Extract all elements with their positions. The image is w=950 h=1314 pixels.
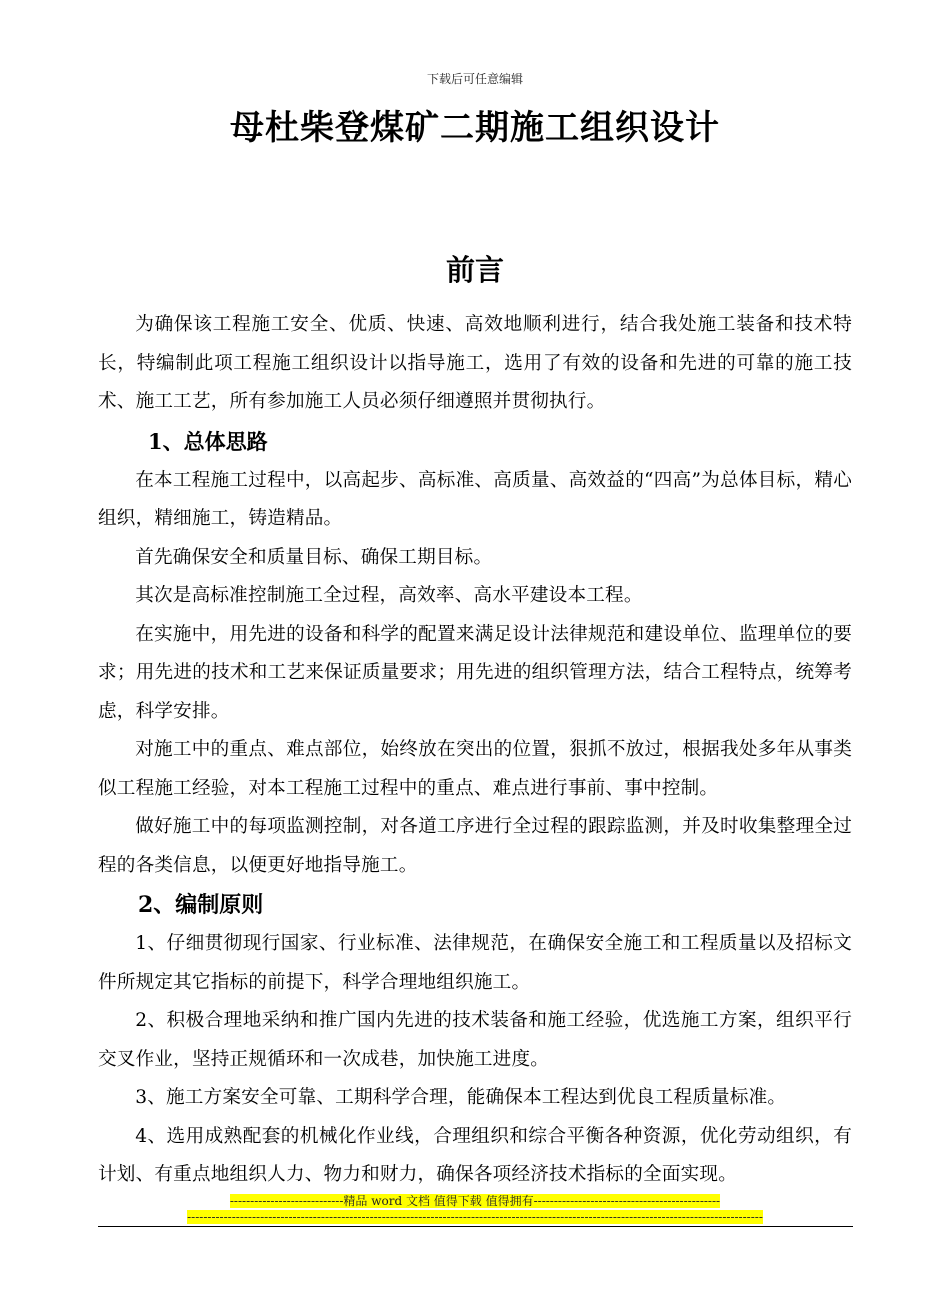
footer-rule: [98, 1226, 853, 1227]
footer-banner-dashes: ----------------------------------------------------------------------------------------------------------------------------------------------: [187, 1210, 763, 1224]
section-2-paragraph: 4、选用成熟配套的机械化作业线，合理组织和综合平衡各种资源，优化劳动组织，有计划、有重点地组织人力、物力和财力，确保各项经济技术指标的全面实现。: [98, 1125, 852, 1185]
header-note: 下载后可任意编辑: [426, 72, 523, 86]
section-1-paragraph: 做好施工中的每项监测控制，对各道工序进行全过程的跟踪监测，并及时收集整理全过程的各类信息，以便更好地指导施工。: [98, 816, 852, 876]
preface-paragraph: 为确保该工程施工安全、优质、快速、高效地顺利进行，结合我处施工装备和技术特长，特编制此项工程施工组织设计以指导施工，选用了有效的设备和先进的可靠的施工技术、施工工艺，所有参加施工人员必须仔细遵照并贯彻执行。: [98, 314, 852, 412]
preface-heading: 前言: [445, 253, 504, 287]
section-2-paragraph: 1、仔细贯彻现行国家、行业标准、法律规范，在确保安全施工和工程质量以及招标文件所规定其它指标的前提下，科学合理地组织施工。: [98, 933, 852, 993]
footer-banner-text: ----------------------------精品 word 文档 值得下载 值得拥有----------------------------------------------: [229, 1194, 721, 1208]
footer-banner: [0, 1209, 950, 1225]
section-2-paragraph: 2、积极合理地采纳和推广国内先进的技术装备和施工经验，优选施工方案，组织平行交叉作业，坚持正规循环和一次成巷，加快施工进度。: [98, 1010, 852, 1070]
footer-banner: [0, 1193, 950, 1209]
section-1-paragraph: 首先确保安全和质量目标、确保工期目标。: [135, 546, 493, 568]
section-1-heading: 1、总体思路: [148, 428, 268, 454]
section-1-paragraph: 其次是高标准控制施工全过程，高效率、高水平建设本工程。: [135, 585, 643, 606]
document-title: 母杜柴登煤矿二期施工组织设计: [230, 108, 720, 148]
section-1-paragraph: 在实施中，用先进的设备和科学的配置来满足设计法律规范和建设单位、监理单位的要求；用先进的技术和工艺来保证质量要求；用先进的组织管理方法，结合工程特点，统筹考虑，科学安排。: [98, 623, 852, 722]
section-1-paragraph: 对施工中的重点、难点部位，始终放在突出的位置，狠抓不放过，根据我处多年从事类似工程施工经验，对本工程施工过程中的重点、难点进行事前、事中控制。: [98, 739, 852, 799]
document-body: [98, 306, 852, 1195]
section-2-paragraph: 3、施工方案安全可靠、工期科学合理，能确保本工程达到优良工程质量标准。: [135, 1087, 787, 1108]
section-2-heading: 2、编制原则: [138, 892, 264, 918]
section-1-paragraph: 在本工程施工过程中，以高起步、高标准、高质量、高效益的“四高”为总体目标，精心组织，精细施工，铸造精品。: [98, 469, 852, 529]
